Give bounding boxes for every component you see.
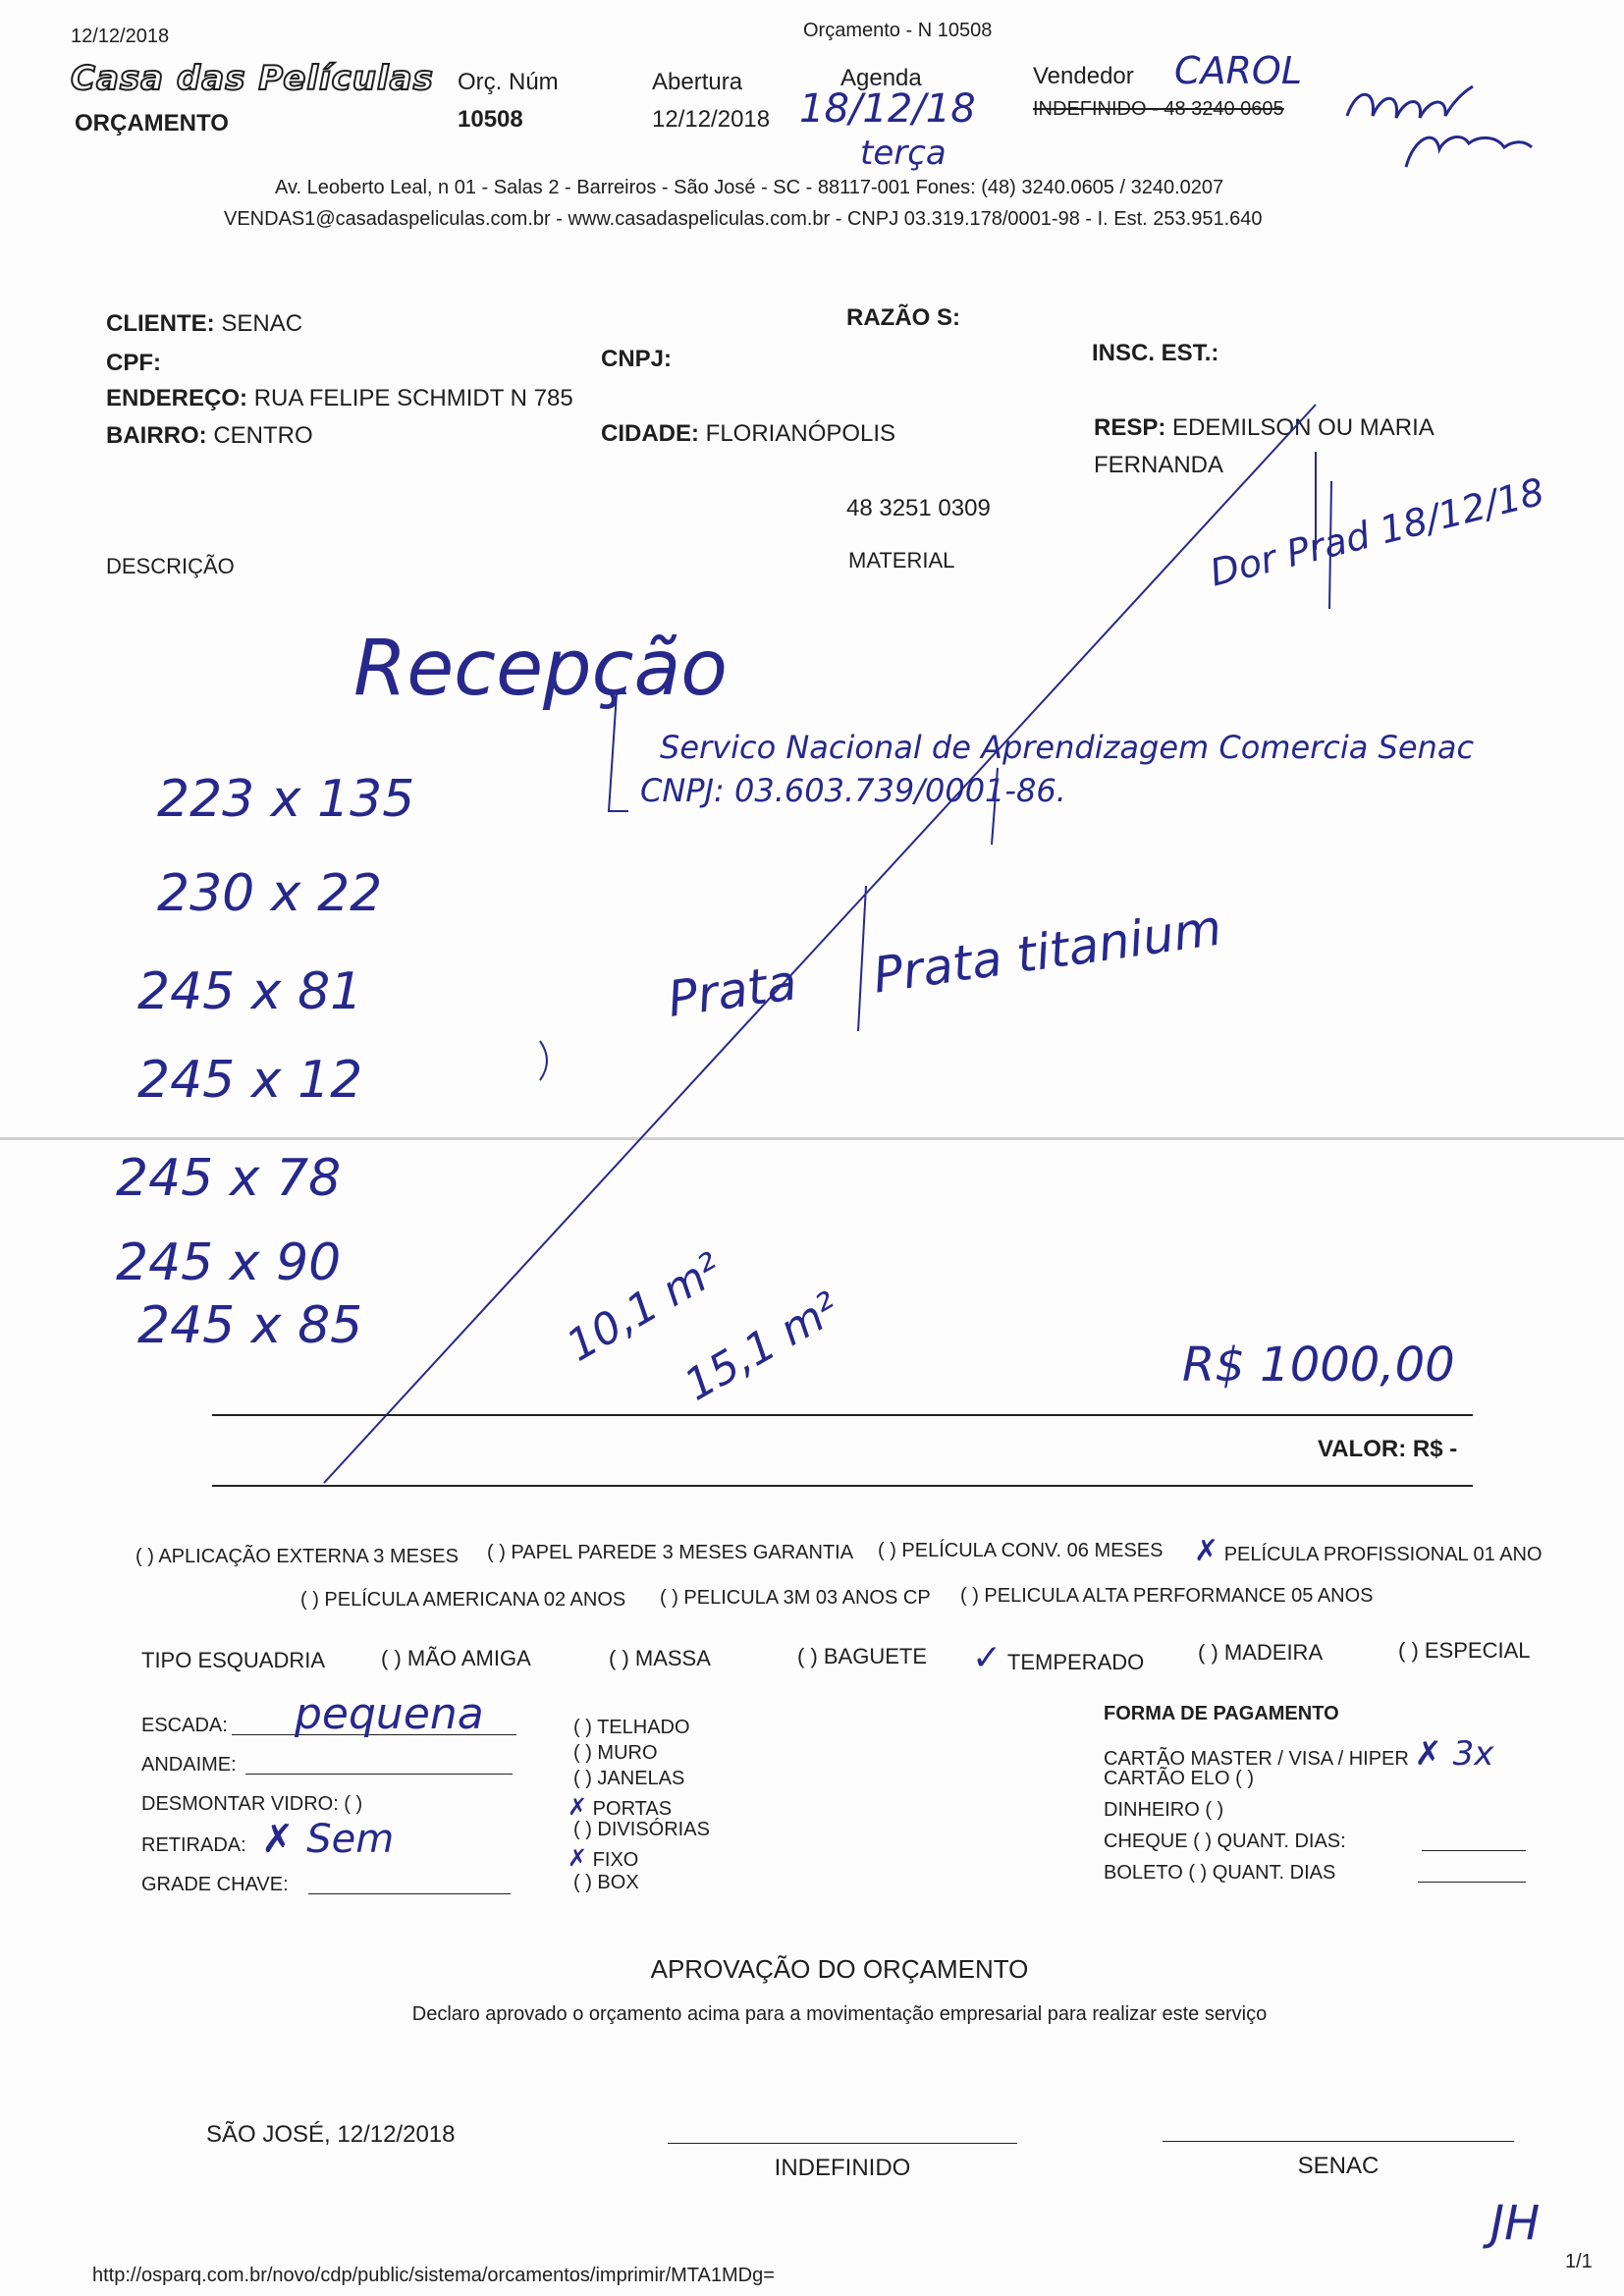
option-fixo-label: FIXO xyxy=(592,1849,639,1871)
option-mao-amiga[interactable]: ( ) MÃO AMIGA xyxy=(381,1646,531,1670)
material-column-header: MATERIAL xyxy=(848,548,955,573)
cnpj-label: CNPJ: xyxy=(601,346,673,372)
option-portas[interactable] xyxy=(568,1793,672,1821)
handwritten-material-prata: Prata xyxy=(664,954,800,1028)
andaime-label: ANDAIME: xyxy=(141,1754,237,1776)
payment-cartao-master-label: CARTÃO MASTER / VISA / HIPER xyxy=(1104,1748,1409,1770)
option-aplicacao-externa[interactable]: ( ) APLICAÇÃO EXTERNA 3 MESES xyxy=(135,1546,459,1567)
approval-title: APROVAÇÃO DO ORÇAMENTO xyxy=(650,1954,1029,1984)
approval-text: Declaro aprovado o orçamento acima para a movimentação empresarial para realizar este serviço xyxy=(411,2003,1268,2025)
signature-right-name: SENAC xyxy=(1297,2153,1380,2179)
footer-url: http://osparq.com.br/novo/cdp/public/sistema/orcamentos/imprimir/MTA1MDg= xyxy=(92,2265,775,2286)
retirada-handwritten-value: ✗ Sem xyxy=(261,1817,395,1862)
measurement-6: 245 x 90 xyxy=(116,1233,342,1292)
document-title: Orçamento - N 10508 xyxy=(803,20,993,41)
payment-boleto[interactable]: BOLETO ( ) QUANT. DIAS xyxy=(1104,1862,1336,1884)
option-portas-label: PORTAS xyxy=(592,1798,673,1820)
valor-label: VALOR: R$ - xyxy=(1318,1436,1458,1462)
agenda-handwritten-date: 18/12/18 xyxy=(799,86,976,132)
option-massa[interactable]: ( ) MASSA xyxy=(609,1646,711,1670)
payment-cheque[interactable]: CHEQUE ( ) QUANT. DIAS: xyxy=(1104,1831,1346,1852)
insc-est-label: INSC. EST.: xyxy=(1092,340,1219,366)
vendedor-label: Vendedor xyxy=(1033,63,1134,89)
option-pelicula-americana[interactable]: ( ) PELÍCULA AMERICANA 02 ANOS xyxy=(300,1589,626,1611)
agenda-handwritten-day: terça xyxy=(860,134,947,173)
option-fixo[interactable] xyxy=(568,1844,638,1872)
escada-handwritten-value: pequena xyxy=(295,1689,484,1739)
handwritten-approval-signature: Dor Prad 18/12/18 xyxy=(1205,469,1549,595)
resp-value-1: EDEMILSON OU MARIA xyxy=(1172,414,1435,441)
payment-dinheiro[interactable]: DINHEIRO ( ) xyxy=(1104,1799,1224,1821)
retirada-handwritten-text: Sem xyxy=(306,1817,395,1862)
option-janelas[interactable]: ( ) JANELAS xyxy=(573,1768,685,1789)
client-phone: 48 3251 0309 xyxy=(846,495,991,521)
agenda-label: Agenda xyxy=(840,65,922,91)
cidade-label: CIDADE: xyxy=(601,420,699,447)
valor-top-rule xyxy=(212,1414,1473,1416)
bairro-label: BAIRRO: xyxy=(106,422,207,449)
option-temperado-label: TEMPERADO xyxy=(1006,1650,1145,1674)
abertura-label: Abertura xyxy=(652,69,743,95)
handwritten-client-cnpj: CNPJ: 03.603.739/0001-86. xyxy=(640,772,1066,809)
company-contact: VENDAS1@casadaspeliculas.com.br - www.casadaspeliculas.com.br - CNPJ 03.319.178/0001-98 - I. Est. 253.951.640 xyxy=(224,208,1263,230)
payment-cartao-elo[interactable]: CARTÃO ELO ( ) xyxy=(1104,1768,1254,1789)
signature-line-left xyxy=(668,2143,1017,2144)
option-madeira[interactable]: ( ) MADEIRA xyxy=(1198,1640,1324,1665)
signature-line-right xyxy=(1163,2141,1514,2142)
cliente-value: SENAC xyxy=(221,310,303,337)
handwritten-material-prata-titanium: Prata titanium xyxy=(869,899,1225,1005)
option-papel-parede[interactable]: ( ) PAPEL PAREDE 3 MESES GARANTIA xyxy=(487,1542,854,1563)
grade-chave-label: GRADE CHAVE: xyxy=(141,1874,289,1895)
desmontar-vidro-option[interactable]: DESMONTAR VIDRO: ( ) xyxy=(141,1793,363,1815)
razao-label: RAZÃO S: xyxy=(846,304,960,331)
measurement-4: 245 x 12 xyxy=(137,1051,363,1110)
resp-label: RESP: xyxy=(1094,414,1166,441)
measurement-1: 223 x 135 xyxy=(157,770,415,829)
handwritten-initials: JH xyxy=(1490,2196,1541,2251)
valor-bottom-rule xyxy=(212,1485,1473,1487)
cidade-value: FLORIANÓPOLIS xyxy=(705,420,896,447)
abertura-value: 12/12/2018 xyxy=(652,106,771,133)
footer-page-number: 1/1 xyxy=(1565,2251,1593,2272)
option-pelicula-3m[interactable]: ( ) PELICULA 3M 03 ANOS CP xyxy=(660,1587,931,1609)
cheque-days-line xyxy=(1422,1850,1526,1851)
option-pelicula-profissional-label: PELÍCULA PROFISSIONAL 01 ANO xyxy=(1223,1544,1543,1565)
payment-handwritten-text: 3x xyxy=(1452,1734,1494,1774)
option-baguete[interactable]: ( ) BAGUETE xyxy=(797,1644,928,1668)
option-temperado[interactable] xyxy=(972,1638,1144,1678)
option-muro[interactable]: ( ) MURO xyxy=(573,1742,658,1764)
vendedor-handwritten: CAROL xyxy=(1174,49,1303,92)
measurement-3: 245 x 81 xyxy=(137,962,363,1021)
handwritten-area-1: 10,1 m² xyxy=(558,1243,731,1372)
option-divisorias[interactable]: ( ) DIVISÓRIAS xyxy=(573,1819,710,1840)
cpf-label: CPF: xyxy=(106,350,161,376)
checked-mark-icon: ✗ xyxy=(568,1793,588,1821)
measurement-2: 230 x 22 xyxy=(157,864,383,923)
option-pelicula-conv[interactable]: ( ) PELÍCULA CONV. 06 MESES xyxy=(878,1540,1164,1561)
escada-label: ESCADA: xyxy=(141,1715,228,1736)
measurement-5: 245 x 78 xyxy=(116,1149,342,1208)
cliente-label: CLIENTE: xyxy=(106,310,215,337)
document-type: ORÇAMENTO xyxy=(75,110,229,137)
endereco-label: ENDEREÇO: xyxy=(106,385,248,411)
option-telhado[interactable]: ( ) TELHADO xyxy=(573,1717,690,1738)
checked-mark-icon: ✗ xyxy=(1194,1534,1219,1568)
boleto-days-line xyxy=(1418,1882,1526,1883)
bairro-value: CENTRO xyxy=(213,422,313,449)
print-date: 12/12/2018 xyxy=(71,26,170,47)
option-pelicula-profissional[interactable] xyxy=(1194,1534,1543,1568)
option-especial[interactable]: ( ) ESPECIAL xyxy=(1398,1638,1531,1663)
option-box[interactable]: ( ) BOX xyxy=(573,1872,639,1893)
company-address: Av. Leoberto Leal, n 01 - Salas 2 - Barreiros - São José - SC - 88117-001 Fones: (48) 3240.0605 / 3240.0207 xyxy=(275,177,1224,198)
endereco-value: RUA FELIPE SCHMIDT N 785 xyxy=(253,385,573,411)
retirada-label: RETIRADA: xyxy=(141,1834,246,1856)
signature-left-name: INDEFINIDO xyxy=(774,2155,911,2181)
measurement-7: 245 x 85 xyxy=(137,1296,363,1355)
orc-num-label: Orç. Núm xyxy=(458,69,559,95)
vendedor-struck-value: INDEFINIDO - 48 3240 0605 xyxy=(1033,98,1284,120)
handwritten-price: R$ 1000,00 xyxy=(1182,1338,1455,1393)
handwritten-area-2: 15,1 m² xyxy=(676,1283,848,1411)
tipo-esquadria-label: TIPO ESQUADRIA xyxy=(141,1648,326,1672)
payment-title: FORMA DE PAGAMENTO xyxy=(1104,1703,1339,1724)
grade-chave-line xyxy=(308,1893,511,1894)
approval-place-date: SÃO JOSÉ, 12/12/2018 xyxy=(206,2121,456,2148)
resp-value-2: FERNANDA xyxy=(1094,452,1224,478)
option-pelicula-alta-performance[interactable]: ( ) PELICULA ALTA PERFORMANCE 05 ANOS xyxy=(960,1585,1374,1607)
handwritten-client-name: Servico Nacional de Aprendizagem Comercia Senac xyxy=(660,729,1475,766)
handwritten-room-title: Recepção xyxy=(353,625,728,713)
check-mark-icon: ✓ xyxy=(972,1638,1002,1678)
payment-handwritten-note: ✗ 3x xyxy=(1414,1734,1494,1774)
andaime-line xyxy=(245,1774,513,1775)
orc-num-value: 10508 xyxy=(458,106,523,133)
company-logo: Casa das Películas xyxy=(71,59,434,98)
descricao-column-header: DESCRIÇÃO xyxy=(106,554,235,578)
checked-mark-icon: ✗ xyxy=(568,1844,588,1872)
